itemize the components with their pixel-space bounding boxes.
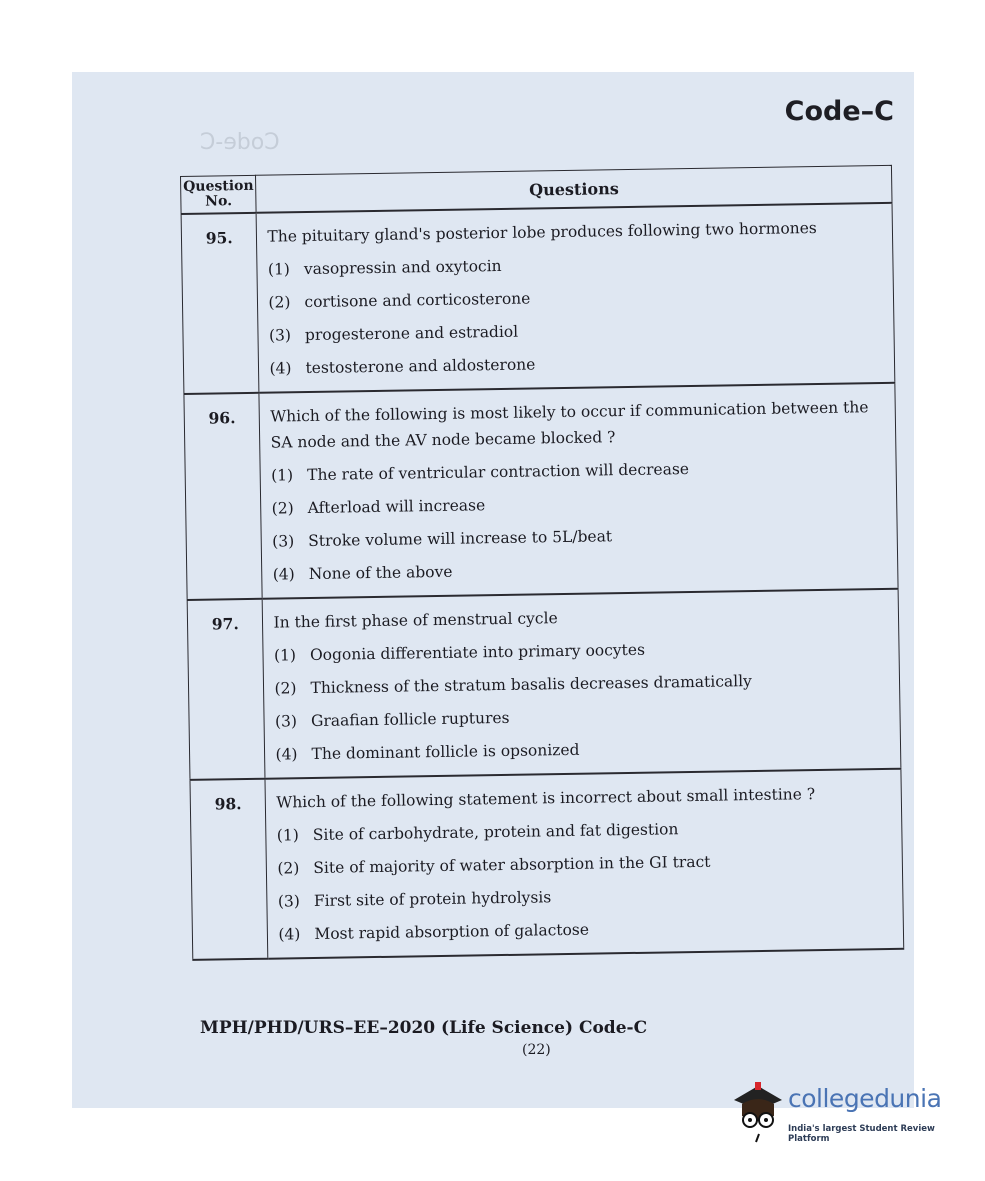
option-number: (1): [273, 646, 297, 665]
brand-name: collegedunia: [788, 1084, 942, 1113]
option-number: (1): [271, 466, 294, 485]
option-text: Graafian follicle ruptures: [310, 708, 510, 731]
option-text: Oogonia differentiate into primary oocytes: [309, 640, 646, 665]
option-text: Site of majority of water absorption in the GI tract: [313, 852, 711, 877]
question-row: [184, 383, 898, 600]
option-number: (3): [277, 892, 300, 911]
page-number: (22): [522, 1042, 551, 1058]
questions-table: [180, 165, 904, 961]
question-number: 95.: [181, 213, 259, 394]
mascot-icon: [728, 1076, 788, 1146]
bleed-through-text: Code-C: [200, 130, 280, 155]
question-row: [187, 589, 901, 780]
option-text: Most rapid absorption of galactose: [314, 920, 590, 943]
question-row: [190, 769, 904, 960]
question-stem: Which of the following statement is incorrect about small intestine ?: [276, 785, 816, 812]
option-number: (1): [267, 260, 291, 279]
option-text: vasopressin and oxytocin: [303, 256, 502, 279]
question-body: [265, 769, 903, 959]
option-number: (2): [271, 499, 294, 518]
question-body: [263, 589, 901, 779]
exam-page: [72, 72, 914, 1108]
option-text: The dominant follicle is opsonized: [311, 740, 580, 764]
question-body: [257, 203, 895, 393]
option-number: (2): [277, 859, 300, 878]
option-number: (4): [275, 745, 298, 764]
question-number: 96.: [184, 393, 263, 600]
question-number: 98.: [190, 779, 268, 960]
option-text: Afterload will increase: [307, 496, 486, 518]
collegedunia-logo: [728, 1076, 968, 1156]
option-text: testosterone and aldosterone: [305, 355, 536, 378]
question-row: [181, 203, 895, 394]
code-label: Code–C: [784, 96, 894, 127]
question-number: 97.: [187, 599, 265, 780]
question-stem: In the first phase of menstrual cycle: [273, 609, 558, 632]
brand-tagline: India's largest Student Review Platform: [788, 1124, 935, 1144]
question-stem: The pituitary gland's posterior lobe produces following two hormones: [267, 219, 817, 246]
option-number: (3): [268, 326, 292, 345]
option-text: Thickness of the stratum basalis decreases dramatically: [310, 672, 752, 698]
option-number: (3): [274, 712, 298, 731]
option-number: (4): [272, 565, 295, 584]
option-text: progesterone and estradiol: [304, 322, 519, 345]
option-text: Stroke volume will increase to 5L/beat: [308, 527, 613, 551]
option-number: (4): [278, 925, 301, 944]
questions-header: Questions: [256, 165, 892, 212]
option-text: First site of protein hydrolysis: [313, 888, 552, 910]
question-body: [259, 383, 898, 599]
option-number: (2): [268, 293, 291, 312]
option-text: The rate of ventricular contraction will decrease: [307, 460, 690, 485]
option-text: None of the above: [308, 562, 453, 584]
option-number: (2): [274, 679, 297, 698]
footer-code: MPH/PHD/URS–EE–2020 (Life Science) Code-C: [200, 1018, 648, 1038]
option-text: Site of carbohydrate, protein and fat digestion: [312, 820, 679, 844]
option-text: cortisone and corticosterone: [304, 289, 531, 312]
question-no-header: Question No.: [181, 175, 257, 214]
option-number: (4): [269, 359, 292, 378]
question-stem: Which of the following is most likely to occur if communication between the SA node and the AV node became blocked ?: [270, 398, 869, 452]
option-number: (3): [272, 532, 295, 551]
option-number: (1): [276, 826, 299, 845]
